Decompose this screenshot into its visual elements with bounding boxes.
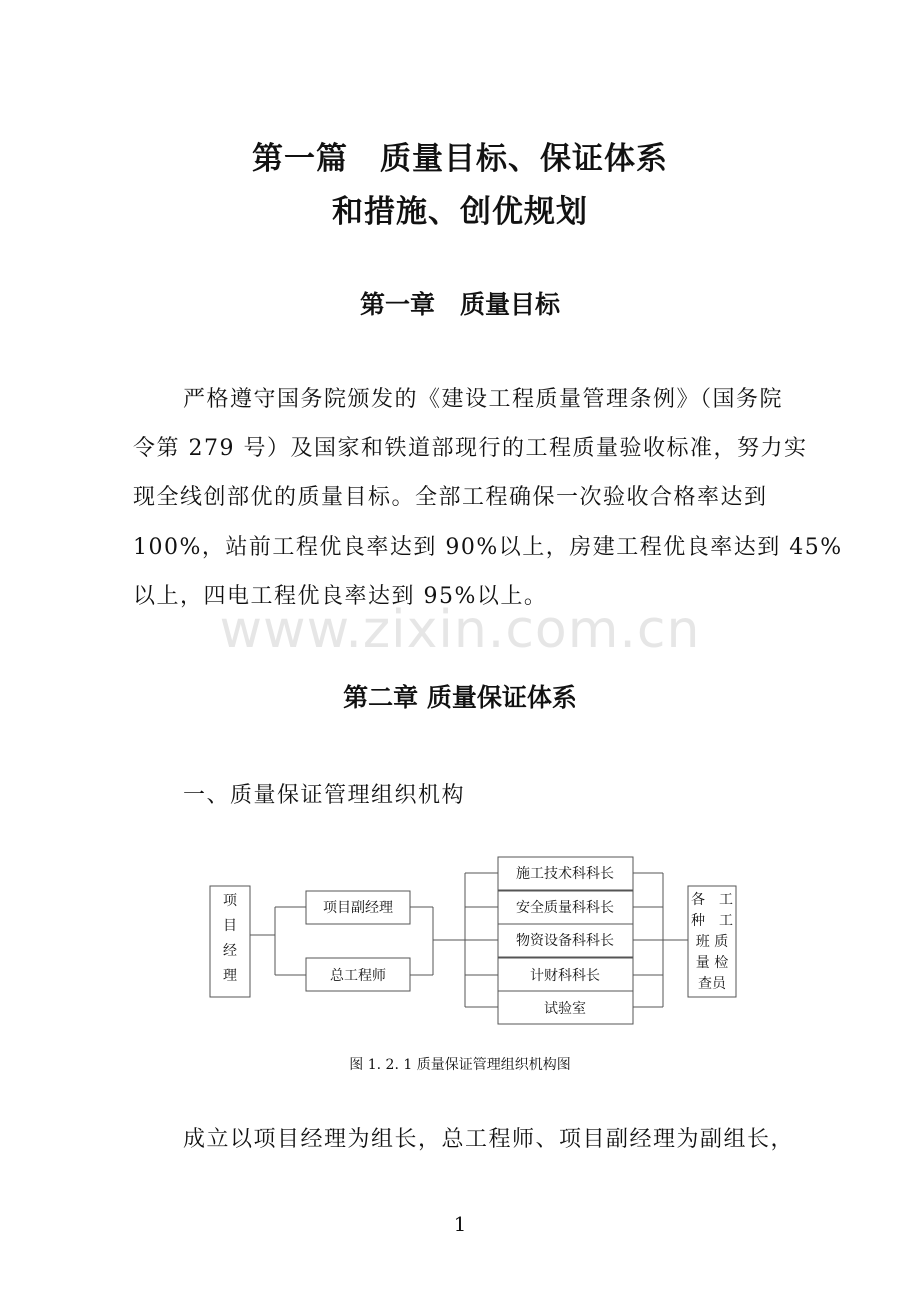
dept-label: 物资设备科科长 — [516, 933, 614, 949]
paragraph-line: 现全线创部优的质量目标。全部工程确保一次验收合格率达到 — [133, 485, 768, 510]
chief-engineer-label: 总工程师 — [330, 968, 386, 984]
dept-label: 试验室 — [544, 1001, 586, 1017]
chapter-1-heading: 第一章 质量目标 — [359, 290, 560, 319]
dept-label: 计财科科长 — [530, 968, 600, 984]
figure-caption: 图 1. 2. 1 质量保证管理组织机构图 — [349, 1057, 571, 1073]
paragraph-line: 100%，站前工程优良率达到 90%以上，房建工程优良率达到 45% — [133, 535, 843, 560]
paragraph-line: 令第 279 号）及国家和铁道部现行的工程质量验收标准，努力实 — [133, 436, 808, 461]
inspectors-label-line: 班 质 — [695, 934, 729, 950]
inspectors-label-line: 查员 — [698, 976, 726, 992]
inspectors-label-line: 各 工 — [691, 892, 733, 908]
closing-paragraph-line: 成立以项目经理为组长，总工程师、项目副经理为副组长， — [183, 1127, 795, 1152]
manager-label-char: 理 — [223, 968, 237, 984]
document-title-line-1: 第一篇 质量目标、保证体系 — [252, 141, 668, 177]
document-title-line-2: 和措施、创优规划 — [332, 194, 588, 230]
manager-label-char: 目 — [223, 918, 237, 934]
paragraph-line: 以上，四电工程优良率达到 95%以上。 — [133, 584, 548, 609]
watermark: www.zixin.com.cn — [219, 600, 701, 660]
manager-label-char: 经 — [223, 943, 237, 959]
chapter-2-heading: 第二章 质量保证体系 — [343, 683, 577, 712]
paragraph-line: 严格遵守国务院颁发的《建设工程质量管理条例》（国务院 — [183, 387, 784, 412]
dept-label: 安全质量科科长 — [516, 900, 614, 916]
section-heading: 一、质量保证管理组织机构 — [183, 783, 466, 808]
inspectors-label-line: 量 检 — [695, 955, 729, 971]
manager-label-char: 项 — [223, 893, 237, 909]
deputy-manager-label: 项目副经理 — [323, 900, 393, 916]
page-number: 1 — [453, 1212, 467, 1236]
dept-label: 施工技术科科长 — [516, 866, 614, 882]
inspectors-label-line: 种 工 — [691, 913, 733, 929]
